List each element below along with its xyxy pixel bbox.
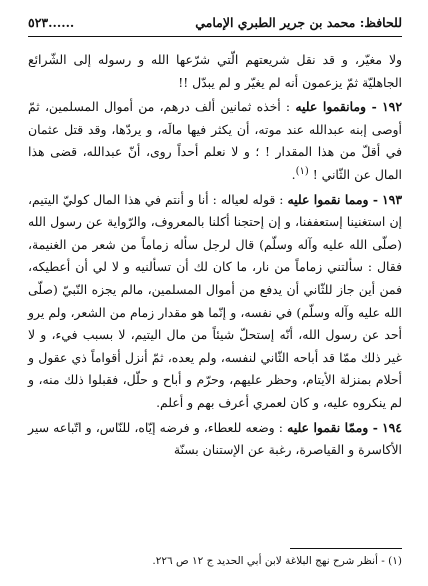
paragraph-text: ولا مغيّر، و قد نقل شريعتهم الّتي شرّعها الله و رسوله إلى الشّرائع الجاهليّة ثمّ يزعمون أنه لم يغيّر و لم يبدّل !! <box>28 52 402 90</box>
paragraph-number: ١٩٢ <box>382 99 402 115</box>
paragraph-text: : قوله لعياله : أنا و أنتم في هذا المال كوليّ اليتيم، إن استغنينا إستعففنا، و إن إحتجنا أكلنا بالمعروف، والرّواية عن رسول الله (صلّى الله عليه وآله وسلّم) قال لرجل سأله زماماً من شعر من الغنيمة، فقال : سألتني زماماً من نار، ما كان لك أن تسألنيه و لا لي أن أعطيكه، فمن أين جاز للثّاني أن يدفع من أموال المسلمين، مالم يجزه النّبيّ (صلّى الله عليه وآله وسلّم) في نفسه، و إنّما هو مقدار زمام من الشعر، ولم يرو أحد عن رسول الله، أنّه إستحلّ شيئاً من مال اليتيم، لا بسبب فيء، و لا غير ذلك ممّا قد أباحه الثّاني لنفسه، ولم يعده، ثمّ أنزل أقواماً ذي عقول و أحلام بمنزلة الأيتام، وحظر عليهم، وحرّم و أباح و حلّل، فقبلوا ذلك منه، و لم ينكروه عليه، و كان لعمري أعرف بهم و أعلم. <box>28 191 402 410</box>
paragraph-lead: ومانقموا عليه <box>295 99 366 115</box>
body-text <box>28 49 402 462</box>
page-header <box>28 10 402 37</box>
paragraph-text: : وضعه للعطاء، و فرضه إيّاه، للنّاس، و اتّباعه سير الأكاسرة و القياصرة، رغبة عن الإستنان بسنّة <box>28 419 402 458</box>
paragraph-192: ١٩٢ - ومانقموا عليه : أخذه ثمانين ألف درهم، من أموال المسلمين، ثمّ أوصى إبنه عبدالله عند موته، أن يكثر فيها مالَه، و يردّها، وقد قتل عثمان في أقلّ من هذا المقدار ! ؛ و لا نعلم أحداً روى، أنّ عبدالله، قضى هذا المال عن الثّاني ! $^{(١)}$. <box>28 99 402 182</box>
page-number: ٥٢٣...... <box>28 15 75 30</box>
book-page <box>28 10 402 576</box>
paragraph-text: : أخذه ثمانين ألف درهم، من أموال المسلمين، ثمّ أوصى إبنه عبدالله عند موته، أن يكثر فيها مالَه، و يردّها، وقد قتل عثمان في أقلّ من هذا المقدار ! ؛ و لا نعلم أحداً روى، أنّ عبدالله، قضى هذا المال عن الثّاني ! <box>28 99 402 182</box>
paragraph-lead: وممّا نقموا عليه <box>287 419 369 435</box>
paragraph-number: ١٩٤ <box>382 419 402 435</box>
footnote-separator <box>290 548 402 549</box>
running-title: للحافظ: محمد بن جرير الطبري الإمامي <box>195 15 402 30</box>
paragraph-193: ١٩٣ - ومما نقموا عليه : قوله لعياله : أنا و أنتم في هذا المال كوليّ اليتيم، إن استغنينا إستعففنا، و إن إحتجنا أكلنا بالمعروف، والرّواية عن رسول الله (صلّى الله عليه وآله وسلّم) قال لرجل سأله زماماً من شعر من الغنيمة، فقال : سألتني زماماً من نار، ما كان لك أن تسألنيه و لا لي أن أعطيكه، فمن أين جاز للثّاني أن يدفع من أموال المسلمين، مالم يجزه النّبيّ (صلّى الله عليه وآله وسلّم) في نفسه، و إنّما هو مقدار زمام من الشعر، ولم يرو أحد عن رسول الله، أنّه إستحلّ شيئاً من مال اليتيم، لا بسبب فيء، و لا غير ذلك ممّا قد أباحه الثّاني لنفسه، ولم يعده، ثمّ أنزل أقواماً ذي عقول و أحلام بمنزلة الأيتام، وحظر عليهم، وحرّم و أباح و حلّل، فقبلوا ذلك منه، و لم ينكروه عليه، و كان لعمري أعرف بهم و أعلم. <box>28 191 402 410</box>
paragraph-lead: ومما نقموا عليه <box>287 191 369 207</box>
paragraph-194: ١٩٤ - وممّا نقموا عليه : وضعه للعطاء، و فرضه إيّاه، للنّاس، و اتّباعه سير الأكاسرة و القياصرة، رغبة عن الإستنان بسنّة <box>28 419 402 458</box>
footnote-marker: (١) <box>295 165 309 177</box>
paragraph-continuation <box>28 49 402 94</box>
footnote: (١) - أنظر شرح نهج البلاغة لابن أبي الحديد ج ١٢ ص ٢٢٦. <box>152 555 402 567</box>
paragraph-number: ١٩٣ <box>382 191 402 207</box>
